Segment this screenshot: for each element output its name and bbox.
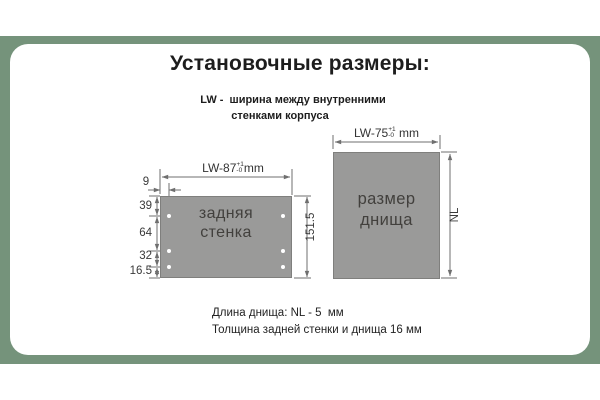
hole-spacing-39: 39 — [139, 200, 152, 212]
back-wall-label-line-1: задняя — [198, 205, 254, 222]
tolerance-stack: +1 -0 — [388, 126, 396, 139]
bottom-panel — [333, 152, 440, 279]
note-thickness: Толщина задней стенки и днища 16 мм — [212, 324, 422, 336]
hole-edge-offset-dimension: 9 — [142, 176, 150, 188]
hole-spacing-32: 32 — [139, 250, 152, 262]
back-wall-label-line-2: стенка — [200, 224, 252, 241]
back-wall-height-dimension: 151.5 — [305, 212, 317, 242]
tolerance-stack: +1 -0 — [236, 161, 244, 174]
mounting-hole — [167, 265, 171, 269]
back-wall-panel — [160, 196, 292, 278]
bottom-panel-length-dimension: NL — [449, 207, 461, 223]
back-wall-width-dimension: LW-87 +1 -0 mm — [202, 161, 264, 175]
mounting-hole — [167, 249, 171, 253]
hole-spacing-16-5: 16.5 — [129, 265, 152, 277]
bottom-panel-label-line-1: размер — [357, 190, 416, 208]
mounting-hole — [281, 214, 285, 218]
note-bottom-length: Длина днища: NL - 5 мм — [212, 307, 344, 319]
mounting-hole — [167, 214, 171, 218]
hole-spacing-64: 64 — [139, 227, 152, 239]
subtitle-line-1: LW - ширина между внутренними — [200, 94, 386, 106]
bottom-panel-label-line-2: днища — [360, 211, 413, 229]
page-title: Установочные размеры: — [169, 52, 430, 75]
subtitle-line-2: стенками корпуса — [231, 110, 329, 122]
mounting-hole — [281, 249, 285, 253]
bottom-panel-width-dimension: LW-75 +1 -0 mm — [353, 126, 419, 140]
mounting-hole — [281, 265, 285, 269]
